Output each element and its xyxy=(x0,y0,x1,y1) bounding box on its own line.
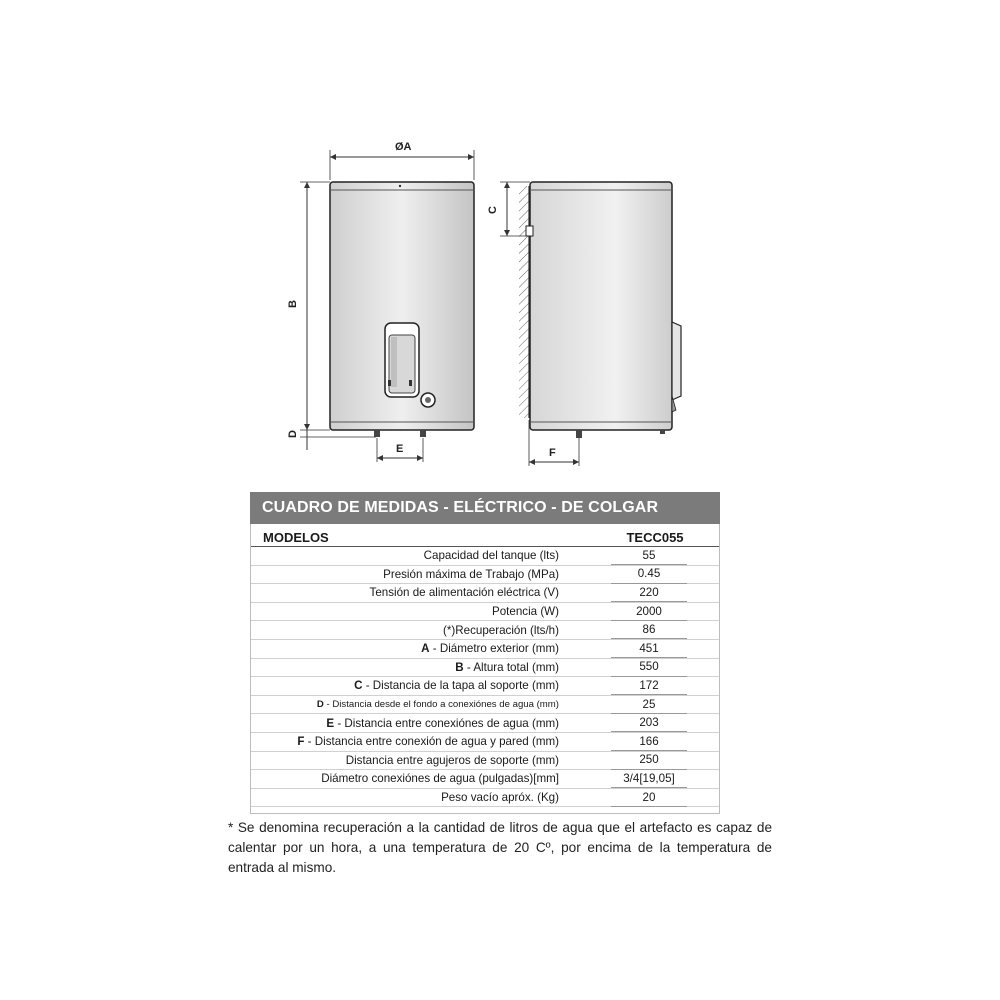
table-row xyxy=(251,733,719,752)
row-text: Presión máxima de Trabajo (MPa) xyxy=(383,567,559,581)
dim-d-label: D xyxy=(287,430,299,438)
side-view xyxy=(487,182,681,466)
table-row xyxy=(251,714,719,733)
row-label xyxy=(251,642,565,655)
row-text: Tensión de alimentación eléctrica (V) xyxy=(369,586,559,600)
dimension-letter: C xyxy=(354,679,363,693)
dimension-letter: F xyxy=(297,735,305,749)
row-text: Peso vacío apróx. (Kg) xyxy=(441,791,559,805)
row-value: 550 xyxy=(611,658,687,677)
row-label xyxy=(251,568,565,581)
row-text: Capacidad del tanque (lts) xyxy=(423,549,559,563)
row-text: (*)Recuperación (lts/h) xyxy=(443,623,559,637)
dim-a-label: ØA xyxy=(395,141,412,153)
model-name: TECC055 xyxy=(626,529,684,545)
row-value: 3/4[19,05] xyxy=(611,770,687,789)
row-value: 0.45 xyxy=(611,565,687,584)
table-row xyxy=(251,603,719,622)
row-label xyxy=(251,586,565,599)
row-label xyxy=(251,624,565,637)
row-label xyxy=(251,605,565,618)
front-view xyxy=(287,141,474,462)
row-label xyxy=(251,735,565,748)
row-label xyxy=(251,772,565,785)
row-text: - Distancia entre conexión de agua y pared (mm) xyxy=(304,735,559,749)
row-text: - Altura total (mm) xyxy=(463,660,559,674)
table-title: CUADRO DE MEDIDAS - ELÉCTRICO - DE COLGAR xyxy=(250,492,720,524)
row-value: 172 xyxy=(611,677,687,696)
table-row xyxy=(251,752,719,771)
row-label xyxy=(251,699,565,710)
row-label xyxy=(251,791,565,804)
table-row xyxy=(251,640,719,659)
row-text: - Distancia desde el fondo a conexiónes de agua (mm) xyxy=(323,699,559,711)
table-row xyxy=(251,696,719,715)
row-value: 55 xyxy=(611,547,687,566)
row-value: 451 xyxy=(611,639,687,658)
row-value: 220 xyxy=(611,584,687,603)
dimension-letter: B xyxy=(455,660,464,674)
footnote: * Se denomina recuperación a la cantidad de litros de agua que el artefacto es capaz de calentar por un hora, a una temperatura de 20 Cº, por encima de la temperatura de entrada al mismo. xyxy=(228,820,772,875)
table-row xyxy=(251,584,719,603)
dim-b-label: B xyxy=(287,300,299,308)
row-text: Diámetro conexiónes de agua (pulgadas)[mm] xyxy=(321,772,559,786)
table-row xyxy=(251,770,719,789)
row-value: 166 xyxy=(611,732,687,751)
row-text: - Distancia entre conexiónes de agua (mm) xyxy=(334,716,559,730)
row-label xyxy=(251,717,565,730)
row-value: 250 xyxy=(611,751,687,770)
water-heater-drawing xyxy=(0,0,1000,480)
table-row xyxy=(251,547,719,566)
table-body xyxy=(250,524,720,814)
table-row xyxy=(251,566,719,585)
row-text: Potencia (W) xyxy=(491,605,559,619)
table-row xyxy=(251,789,719,808)
dimension-letter: D xyxy=(316,699,324,711)
row-text: - Distancia de la tapa al soporte (mm) xyxy=(362,679,559,693)
row-label xyxy=(251,549,565,562)
row-value: 2000 xyxy=(611,602,687,621)
table-row xyxy=(251,659,719,678)
row-label xyxy=(251,661,565,674)
measurements-table xyxy=(250,492,720,814)
dim-e-label: E xyxy=(396,443,404,455)
dim-c-label: C xyxy=(487,206,499,214)
row-label xyxy=(251,679,565,692)
header-label: MODELOS xyxy=(263,529,329,545)
row-text: Distancia entre agujeros de soporte (mm) xyxy=(345,753,559,767)
row-label xyxy=(251,754,565,767)
dimension-letter: E xyxy=(326,716,335,730)
row-value: 203 xyxy=(611,714,687,733)
dimension-letter: A xyxy=(421,642,430,656)
table-header-row xyxy=(251,528,719,547)
row-text: - Diámetro exterior (mm) xyxy=(429,642,559,656)
table-row xyxy=(251,677,719,696)
row-value: 86 xyxy=(611,621,687,640)
row-value: 20 xyxy=(611,788,687,807)
table-row xyxy=(251,621,719,640)
dim-f-label: F xyxy=(549,447,556,459)
row-value: 25 xyxy=(611,695,687,714)
